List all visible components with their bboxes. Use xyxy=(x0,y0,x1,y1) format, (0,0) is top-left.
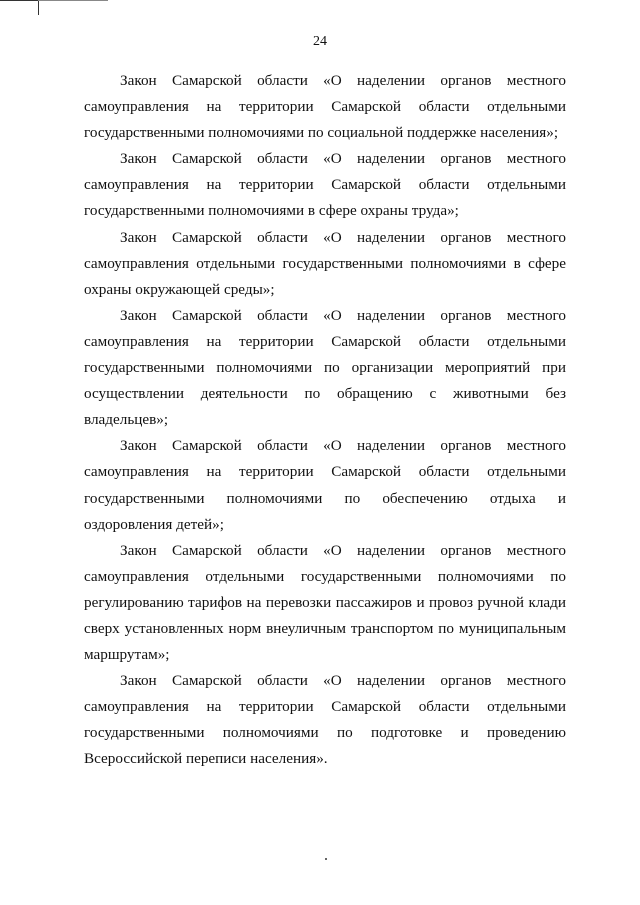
law-paragraph-6: Закон Самарской области «О наделении органов местного самоуправления отдельными государственными полномочиями по регулированию тарифов на перевозки пассажиров и провоз ручной клади сверх установленных норм внеуличным транспортом по муниципальным маршрутам»; xyxy=(84,541,566,664)
law-paragraph-4: Закон Самарской области «О наделении органов местного самоуправления на территории Самарской области отдельными государственными полномочиями по организации мероприятий при осуществлении деятельности по обращению с животными без владельцев»; xyxy=(84,306,566,429)
law-paragraph-3: Закон Самарской области «О наделении органов местного самоуправления отдельными государственными полномочиями в сфере охраны окружающей среды»; xyxy=(84,228,566,298)
document-body xyxy=(84,68,566,773)
law-paragraph-7: Закон Самарской области «О наделении органов местного самоуправления на территории Самарской области отдельными государственными полномочиями по подготовке и проведению Всероссийской переписи населения». xyxy=(84,672,566,768)
law-paragraph-1: Закон Самарской области «О наделении органов местного самоуправления на территории Самарской области отдельными государственными полномочиями по социальной поддержке населения»; xyxy=(84,72,566,142)
scan-speck xyxy=(325,858,327,860)
scan-edge-line xyxy=(38,0,108,1)
law-paragraph-5: Закон Самарской области «О наделении органов местного самоуправления на территории Самарской области отдельными государственными полномочиями по обеспечению отдыха и оздоровления детей»; xyxy=(84,437,566,533)
page-number: 24 xyxy=(313,34,327,49)
law-paragraph-2: Закон Самарской области «О наделении органов местного самоуправления на территории Самарской области отдельными государственными полномочиями в сфере охраны труда»; xyxy=(84,150,566,220)
scan-corner-mark xyxy=(0,0,39,15)
